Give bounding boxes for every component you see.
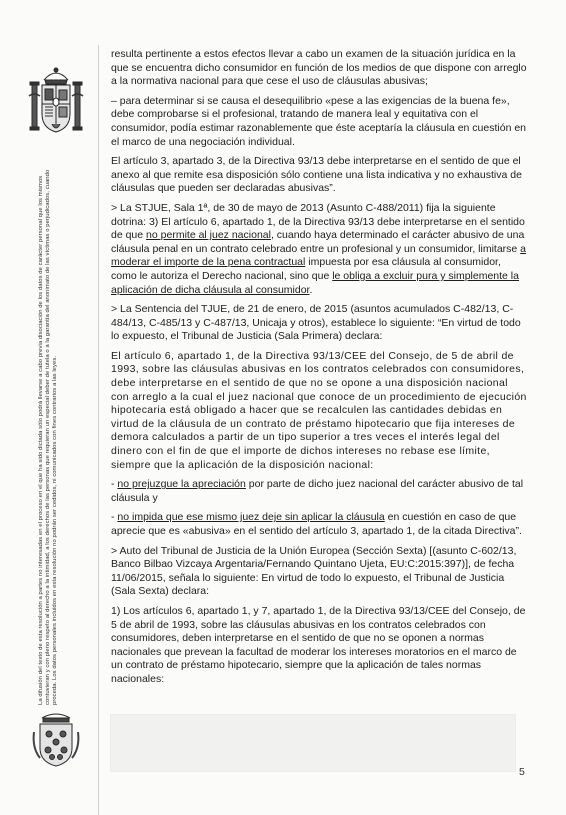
list-item xyxy=(111,478,529,505)
paragraph: > Auto del Tribunal de Justicia de la Unión Europea (Sección Sexta) [(asunto C-602/13, Banco Bilbao Vizcaya Argentaria/Fernando Quintano Ujeta, EU:C:2015:397)], de fecha 11/06/2015, señala lo siguiente: En virtud de todo lo expuesto, el Tribunal de Justicia (Sala Sexta) declara: xyxy=(111,544,517,598)
paragraph-text: . xyxy=(309,283,313,296)
paragraph-text: , cuando haya determinado el carácter abusivo de una cláusula penal en un contrato celebrado entre un profesional y un consumidor, limitarse xyxy=(111,229,525,255)
privacy-side-note: La difusión del texto de esta resolución a partes no interesadas en el proceso en el que ha sido dictada sólo podrá llevarse a cabo previa disociación de los datos de carácter personal que los mismos contuvieran y con pleno respeto al derecho a la intimidad, a los derechos de las personas que requieran un especial deber de tutela o a la garantía del anonimato de las víctimas o perjudicados, cuando proceda. Los datos personales incluidos en esta resolución no podrán ser cedidos, ni comunicados con fines contrarios a las leyes. xyxy=(38,169,59,705)
underlined-text: no impida que ese mismo juez deje sin aplicar la cláusula xyxy=(117,511,385,524)
paragraph-text: impuesta por esa cláusula al consumidor, como le autoriza el Derecho nacional, sino que xyxy=(111,256,501,282)
redacted-area xyxy=(110,714,516,772)
paragraph: 1) Los artículos 6, apartado 1, y 7, apartado 1, de la Directiva 93/13/CEE del Consejo, de 5 de abril de 1993, sobre las cláusulas abusivas en los contratos celebrados con consumidores, deben interpretarse en el sentido de que no se oponen a normas nacionales que prevean la facultad de moderar los intereses moratorios en el marco de un contrato de préstamo hipotecario, siempre que la aplicación de tales normas nacionales: xyxy=(111,604,526,685)
page-number: 5 xyxy=(519,766,525,778)
underlined-text: no prejuzgue la apreciación xyxy=(117,478,246,491)
underlined-text: le obliga a excluir pura y simplemente la aplicación de dicha cláusula al consumidor xyxy=(111,269,519,296)
paragraph xyxy=(111,202,529,297)
paragraph-text: por parte de dicho juez nacional del carácter abusivo de tal cláusula y xyxy=(111,478,524,504)
coat-of-arms-canarias-icon xyxy=(30,712,82,770)
underlined-text: no permite al juez nacional xyxy=(146,229,271,242)
paragraph: resulta pertinente a estos efectos llevar a cabo un examen de la situación jurídica en la que se encuentra dicho consumidor en función de los medios de que dispone con arreglo a la normativa nacional para que cese el uso de cláusulas abusivas; xyxy=(111,48,527,88)
paragraph-text: > La STJUE, Sala 1ª, de 30 de mayo de 2013 (Asunto C-488/2011) fija la siguiente dotrina: 3) El artículo 6, apartado 1, de la Directiva 93/13 debe interpretarse en el sentido de que xyxy=(111,201,525,242)
paragraph: El artículo 3, apartado 3, de la Directiva 93/13 debe interpretarse en el sentido de que el anexo al que remite esa disposición sólo contiene una lista indicativa y no exhaustiva de cláusulas que pueden ser declaradas abusivas”. xyxy=(111,155,522,195)
coat-of-arms-spain-icon xyxy=(28,62,84,142)
margin-line xyxy=(98,45,99,815)
paragraph: – para determinar si se causa el desequilibrio «pese a las exigencias de la buena fe», debe comprobarse si el profesional, tratando de manera leal y equitativa con el consumidor, podía estimar razonablemente que éste aceptaría la cláusula en cuestión en el marco de una negociación individual. xyxy=(111,94,527,148)
paragraph-text: en cuestión en caso de que aprecie que es «abusiva» en el sentido del artículo 3, apartado 1, de la citada Directiva”. xyxy=(111,511,522,537)
paragraph: > La Sentencia del TJUE, de 21 de enero, de 2015 (asuntos acumulados C-482/13, C-484/13, C-485/13 y C-487/13, Unicaja y otros), establece lo siguiente: “En virtud de todo lo expuesto, el Tribunal de Justicia (Sala Primera) declara: xyxy=(111,303,521,343)
list-item xyxy=(111,511,529,538)
document-body xyxy=(111,48,529,693)
paragraph-text: - xyxy=(111,511,118,524)
paragraph-text: - xyxy=(111,478,118,491)
underlined-text: a moderar el importe de la pena contractual xyxy=(111,242,527,269)
paragraph: El artículo 6, apartado 1, de la Directiva 93/13/CEE del Consejo, de 5 de abril de 1993, sobre las cláusulas abusivas en los contratos celebrados con consumidores, debe interpretarse en el sentido de que no se opone a una disposición nacional con arreglo a la cual el juez nacional que conoce de un procedimiento de ejecución hipotecaria está obligado a hacer que se recalculen las cantidades debidas en virtud de la cláusula de un contrato de préstamo hipotecario que fija intereses de demora calculados a partir de un tipo superior a tres veces el interés legal del dinero con el fin de que el importe de dichos intereses no rebase ese límite, siempre que la aplicación de la disposición nacional: xyxy=(111,349,527,471)
